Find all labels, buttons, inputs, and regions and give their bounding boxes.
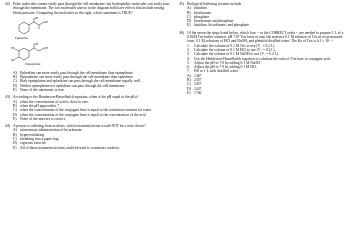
molecule-diagram (5, 17, 173, 69)
option-label: C) (13, 108, 17, 113)
option-text: None of the answers is correct. (20, 116, 66, 121)
option-text: histidine, bicarbonate, and phosphate. (194, 23, 250, 28)
question-text: Polar molecules cannot easily pass through the cell membrane, but hydrophobic molecules can easily pass through the membrane. The two molecules shown in the diagram both have effects that include raising blood pressure. Comparing the molecules to the right, which statement is TRUE? (13, 2, 170, 15)
option-e[interactable] (187, 91, 347, 95)
option-text: Neither epinephrine nor ephedrine can pass through the cell membrane. (20, 83, 126, 88)
question-number: 44) (5, 124, 10, 129)
option-label: A) (13, 99, 17, 104)
left-column (5, 2, 173, 150)
question-number: 43) (5, 95, 10, 100)
option-text: bicarbonate and phosphate. (194, 19, 235, 24)
step-number: 1. (187, 43, 190, 48)
step-number: 3. (187, 52, 190, 57)
question-45 (179, 2, 347, 28)
step-number: 2. (187, 47, 190, 52)
question-44 (5, 124, 173, 150)
option-label: E) (187, 90, 191, 95)
option-e[interactable] (13, 146, 173, 150)
question-42 (5, 2, 173, 92)
question-text: According to the Henderson-Hasselbalch equation, when is the pH equal to the pKa? (13, 95, 139, 100)
option-label: A) (187, 6, 191, 11)
option-label: A) (13, 128, 17, 133)
option-text: when the concentration of the conjugate base is equal to the ionization constant for water (20, 108, 152, 113)
step-text: Adjust the pH to 7.8 by adding 0.1 M HCl. (194, 65, 258, 70)
option-label: A) (13, 70, 17, 75)
option-text: phosphate. (194, 14, 210, 19)
step-text: Adjust the pH to 7.8 by adding 0.1 M NaOH. (194, 60, 261, 65)
ephedrine-structure (11, 17, 55, 41)
option-label: B) (13, 132, 17, 137)
option-label: D) (13, 141, 17, 146)
option-label: B) (13, 103, 17, 108)
option-text: 1247 (194, 86, 202, 91)
option-text: when the pH approaches 7 (20, 103, 60, 108)
option-label: E) (13, 88, 17, 93)
option-label: B) (187, 10, 191, 15)
question-46 (179, 31, 347, 95)
option-text: bicarbonate. (194, 10, 213, 15)
question-text: Biological buffering systems include (187, 2, 242, 6)
procedure-steps (187, 44, 347, 74)
epinephrine-label: Epinephrine (25, 61, 41, 66)
step-number: 7. (187, 69, 190, 74)
svg-text:NH: NH (44, 20, 48, 24)
option-text: histidine. (194, 6, 208, 11)
option-text: Epinephrine can more easily pass through the cell membrane than ephedrine. (20, 75, 134, 80)
step-text: Calculate the volume of 0.1 M NaOH to use (V₁ = 0.2 L). (194, 52, 280, 57)
epinephrine-structure (11, 43, 55, 67)
option-text: 1467 (194, 73, 202, 78)
option-text: Both epinephrine and ephedrine can pass through the cell membrane equally well. (20, 79, 142, 84)
step-text: Calculate the volume of 0.1 M HCl to use (V₁ = 0.2 L). (194, 47, 276, 52)
question-number: 46) (179, 30, 184, 35)
option-text: when the concentration of the conjugate base is equal to the concentration of the acid (20, 112, 146, 117)
option-label: D) (187, 19, 191, 24)
step-text: Fill to 1 L with distilled water. (194, 69, 239, 74)
option-text: vigorous exercise (20, 141, 46, 146)
option-e[interactable] (187, 23, 347, 27)
option-label: D) (187, 86, 191, 91)
option-text: None of the statements is true. (20, 88, 65, 93)
svg-text:HO: HO (11, 46, 15, 50)
option-text: when the concentration of acid is close to zero (20, 99, 89, 104)
step-text: Calculate the volume of 0.1 M Tris to use (V₁ = 0.2 L). (194, 43, 276, 48)
question-number: 45) (179, 2, 184, 6)
ephedrine-label: Ephedrine (15, 35, 29, 40)
option-label: D) (13, 83, 17, 88)
svg-text:OH: OH (34, 43, 39, 47)
option-label: E) (13, 145, 17, 150)
question-text: Of the seven the steps listed below, which four -- in the CORRECT order -- are needed to prepare 1 L of a 0.02M Tris buffer solution, pH 7.8? You have at your lab station a 0.1 M solution of Tris in its protonated form, 0.1 M solutions of HCl and NaOH, and plentiful distilled water. The Ka of Tris is 6.3 × 10⁻⁹. (187, 30, 344, 44)
option-text: hyperventilating (20, 132, 45, 137)
option-e[interactable] (13, 88, 173, 92)
option-e[interactable] (13, 117, 173, 121)
option-label: A) (187, 73, 191, 78)
option-label: C) (187, 82, 191, 87)
question-43 (5, 95, 173, 121)
option-label: E) (187, 23, 191, 28)
option-text: All of these treatments/actions could be used to counteract acidosis. (20, 145, 120, 150)
right-column (179, 2, 347, 95)
option-text: breathing into a paper bag (20, 137, 59, 142)
question-text: A person is suffering from acidosis, which treatment/action would NOT be a wise choice? (13, 124, 146, 129)
step-number: 5. (187, 60, 190, 65)
option-text: Ephedrine can more easily pass through the cell membrane than epinephrine. (20, 70, 134, 75)
step-number: 4. (187, 56, 190, 61)
option-text: 3457 (194, 82, 202, 87)
option-text: 2457 (194, 78, 202, 83)
option-label: B) (13, 75, 17, 80)
option-label: C) (187, 14, 191, 19)
svg-text:NH: NH (44, 46, 48, 50)
svg-text:OH: OH (34, 17, 39, 21)
option-label: C) (13, 79, 17, 84)
option-text: intravenous administration of bicarbonate (20, 128, 82, 133)
question-number: 42) (5, 2, 10, 6)
option-label: C) (13, 137, 17, 142)
option-label: B) (187, 78, 191, 83)
option-label: D) (13, 112, 17, 117)
step-number: 6. (187, 65, 190, 70)
option-label: E) (13, 116, 17, 121)
option-text: 1746 (194, 90, 202, 95)
svg-text:HO: HO (11, 58, 15, 62)
step-text: Use the Henderson-Hasselbalch equation to calculate the ratio of Tris base to conjugate acid. (194, 56, 331, 61)
